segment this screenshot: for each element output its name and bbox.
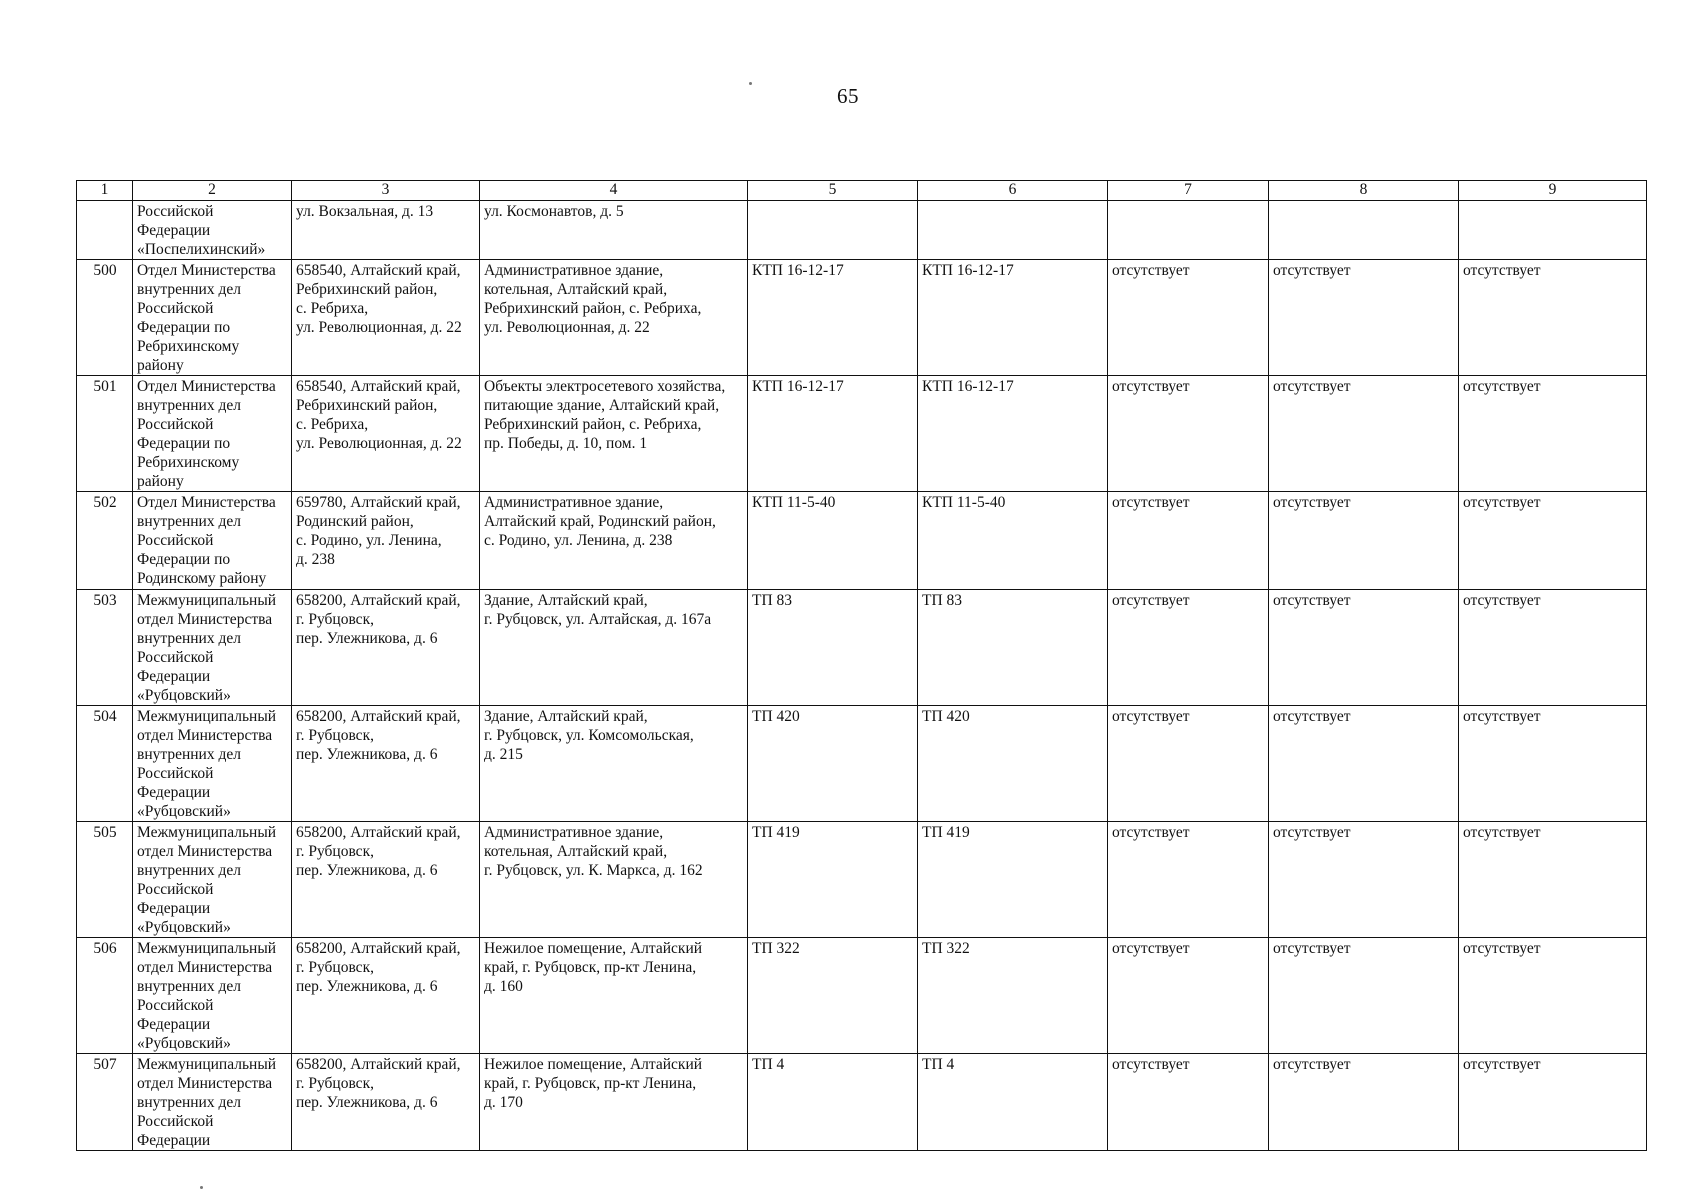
scan-speck [749,82,752,85]
column-header-2: 2 [133,181,292,201]
registry-table [76,180,1647,1151]
object-cell: Административное здание, Алтайский край, Родинский район, с. Родино, ул. Ленина, д. 238 [480,492,748,590]
row-number: 501 [77,376,133,492]
col7-cell: отсутствует [1108,706,1269,822]
col6-cell [918,201,1108,260]
address-cell: ул. Вокзальная, д. 13 [292,201,480,260]
table-row [77,376,1647,492]
col9-cell [1459,201,1647,260]
col8-cell: отсутствует [1269,492,1459,590]
col5-cell: ТП 322 [748,938,918,1054]
object-cell: Здание, Алтайский край, г. Рубцовск, ул. Алтайская, д. 167а [480,590,748,706]
address-cell: 658200, Алтайский край, г. Рубцовск, пер. Улежникова, д. 6 [292,822,480,938]
col6-cell: КТП 16-12-17 [918,376,1108,492]
table-row [77,492,1647,590]
address-cell: 658200, Алтайский край, г. Рубцовск, пер. Улежникова, д. 6 [292,706,480,822]
col9-cell: отсутствует [1459,938,1647,1054]
col6-cell: ТП 83 [918,590,1108,706]
column-header-4: 4 [480,181,748,201]
object-cell: Нежилое помещение, Алтайский край, г. Рубцовск, пр-кт Ленина, д. 160 [480,938,748,1054]
organization-cell: Межмуниципальный отдел Министерства внутренних дел Российской Федерации «Рубцовский» [133,590,292,706]
organization-cell: Российской Федерации «Поспелихинский» [133,201,292,260]
col9-cell: отсутствует [1459,706,1647,822]
address-cell: 658200, Алтайский край, г. Рубцовск, пер. Улежникова, д. 6 [292,1054,480,1151]
column-header-9: 9 [1459,181,1647,201]
scan-speck [200,1186,203,1189]
row-number [77,201,133,260]
col9-cell: отсутствует [1459,376,1647,492]
col5-cell: КТП 16-12-17 [748,260,918,376]
address-cell: 658540, Алтайский край, Ребрихинский район, с. Ребриха, ул. Революционная, д. 22 [292,260,480,376]
address-cell: 658540, Алтайский край, Ребрихинский район, с. Ребриха, ул. Революционная, д. 22 [292,376,480,492]
col6-cell: КТП 11-5-40 [918,492,1108,590]
col7-cell: отсутствует [1108,260,1269,376]
row-number: 500 [77,260,133,376]
table-row [77,1054,1647,1151]
organization-cell: Межмуниципальный отдел Министерства внутренних дел Российской Федерации [133,1054,292,1151]
col8-cell: отсутствует [1269,376,1459,492]
address-cell: 658200, Алтайский край, г. Рубцовск, пер. Улежникова, д. 6 [292,938,480,1054]
col6-cell: ТП 419 [918,822,1108,938]
col8-cell [1269,201,1459,260]
column-header-6: 6 [918,181,1108,201]
col6-cell: КТП 16-12-17 [918,260,1108,376]
col7-cell [1108,201,1269,260]
col6-cell: ТП 322 [918,938,1108,1054]
object-cell: ул. Космонавтов, д. 5 [480,201,748,260]
object-cell: Объекты электросетевого хозяйства, питающие здание, Алтайский край, Ребрихинский район, с. Ребриха, пр. Победы, д. 10, пом. 1 [480,376,748,492]
col8-cell: отсутствует [1269,706,1459,822]
header-row [77,181,1647,201]
organization-cell: Отдел Министерства внутренних дел Российской Федерации по Ребрихинскому району [133,260,292,376]
col9-cell: отсутствует [1459,590,1647,706]
col5-cell: ТП 83 [748,590,918,706]
col6-cell: ТП 420 [918,706,1108,822]
row-number: 507 [77,1054,133,1151]
address-cell: 658200, Алтайский край, г. Рубцовск, пер. Улежникова, д. 6 [292,590,480,706]
col5-cell: ТП 4 [748,1054,918,1151]
column-header-8: 8 [1269,181,1459,201]
col8-cell: отсутствует [1269,938,1459,1054]
col7-cell: отсутствует [1108,938,1269,1054]
organization-cell: Отдел Министерства внутренних дел Российской Федерации по Ребрихинскому району [133,376,292,492]
col9-cell: отсутствует [1459,822,1647,938]
row-number: 503 [77,590,133,706]
address-cell: 659780, Алтайский край, Родинский район, с. Родино, ул. Ленина, д. 238 [292,492,480,590]
object-cell: Административное здание, котельная, Алтайский край, г. Рубцовск, ул. К. Маркса, д. 162 [480,822,748,938]
table-row [77,201,1647,260]
col9-cell: отсутствует [1459,492,1647,590]
row-number: 504 [77,706,133,822]
col7-cell: отсутствует [1108,822,1269,938]
col9-cell: отсутствует [1459,1054,1647,1151]
column-header-1: 1 [77,181,133,201]
row-number: 506 [77,938,133,1054]
table-row [77,822,1647,938]
col5-cell: КТП 11-5-40 [748,492,918,590]
col8-cell: отсутствует [1269,822,1459,938]
col8-cell: отсутствует [1269,260,1459,376]
organization-cell: Межмуниципальный отдел Министерства внутренних дел Российской Федерации «Рубцовский» [133,822,292,938]
table-row [77,260,1647,376]
col7-cell: отсутствует [1108,376,1269,492]
col8-cell: отсутствует [1269,590,1459,706]
object-cell: Нежилое помещение, Алтайский край, г. Рубцовск, пр-кт Ленина, д. 170 [480,1054,748,1151]
table-row [77,938,1647,1054]
organization-cell: Отдел Министерства внутренних дел Российской Федерации по Родинскому району [133,492,292,590]
col5-cell: ТП 419 [748,822,918,938]
col5-cell [748,201,918,260]
col7-cell: отсутствует [1108,590,1269,706]
col7-cell: отсутствует [1108,1054,1269,1151]
table-row [77,590,1647,706]
row-number: 505 [77,822,133,938]
table-row [77,706,1647,822]
col5-cell: ТП 420 [748,706,918,822]
object-cell: Административное здание, котельная, Алтайский край, Ребрихинский район, с. Ребриха, ул. Революционная, д. 22 [480,260,748,376]
column-header-5: 5 [748,181,918,201]
col5-cell: КТП 16-12-17 [748,376,918,492]
organization-cell: Межмуниципальный отдел Министерства внутренних дел Российской Федерации «Рубцовский» [133,706,292,822]
row-number: 502 [77,492,133,590]
col7-cell: отсутствует [1108,492,1269,590]
object-cell: Здание, Алтайский край, г. Рубцовск, ул. Комсомольская, д. 215 [480,706,748,822]
col8-cell: отсутствует [1269,1054,1459,1151]
column-header-7: 7 [1108,181,1269,201]
organization-cell: Межмуниципальный отдел Министерства внутренних дел Российской Федерации «Рубцовский» [133,938,292,1054]
column-header-3: 3 [292,181,480,201]
col9-cell: отсутствует [1459,260,1647,376]
page-number: 65 [837,84,859,108]
col6-cell: ТП 4 [918,1054,1108,1151]
